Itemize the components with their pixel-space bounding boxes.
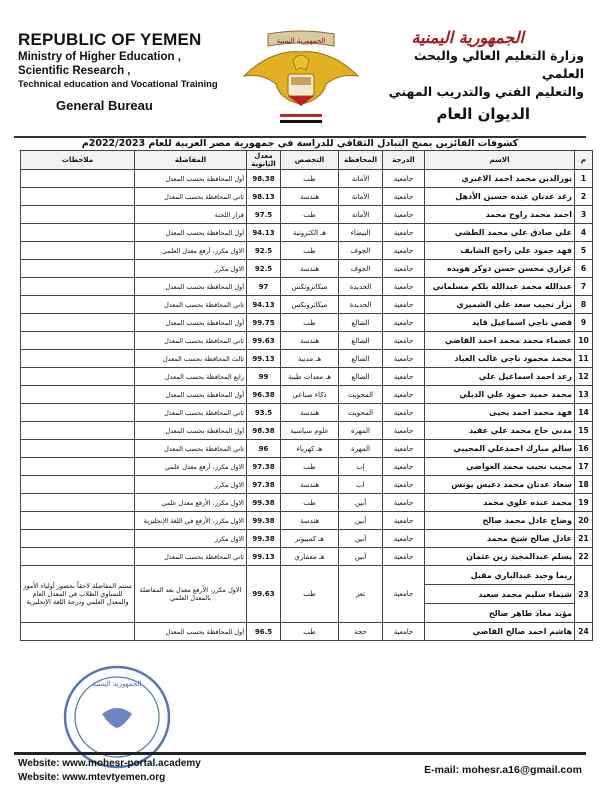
- cell-degree: جامعية: [383, 278, 425, 296]
- cell-governorate: الجوف: [339, 242, 383, 260]
- english-letterhead: [18, 30, 218, 113]
- cell-name: هاشم احمد صالح القاضي: [425, 623, 575, 641]
- table-row: [21, 422, 593, 440]
- cell-no: 24: [575, 623, 593, 641]
- cell-specialization: هـ مدنية: [281, 350, 339, 368]
- cell-governorate: أبين: [339, 512, 383, 530]
- cell-notes: [21, 512, 135, 530]
- cell-notes: [21, 224, 135, 242]
- yemen-eagle-emblem-icon: [238, 30, 364, 130]
- cell-name: فهد حمود علي راجح الشايف: [425, 242, 575, 260]
- ministry-line2-ar: والتعليم الفني والتدريب المهني: [388, 84, 584, 99]
- cell-name: محمد محمود ناجي غالب العباد: [425, 350, 575, 368]
- cell-preference: ثاني المحافظة بحسب المعدل: [135, 440, 247, 458]
- cell-name: محمد حميد حمود علي الدبلي: [425, 386, 575, 404]
- cell-degree: جامعية: [383, 476, 425, 494]
- cell-specialization: هـ معدات طبية: [281, 368, 339, 386]
- cell-preference: الاول مكرر، الأرفع معدل بعد المفاضلة بالمعدل العلمي: [135, 566, 247, 623]
- cell-specialization: ميكاترونكس: [281, 278, 339, 296]
- cell-degree: جامعية: [383, 350, 425, 368]
- cell-gpa: 99.13: [247, 350, 281, 368]
- table-row: [21, 332, 593, 350]
- cell-notes: [21, 458, 135, 476]
- cell-degree: جامعية: [383, 494, 425, 512]
- cell-degree: جامعية: [383, 224, 425, 242]
- cell-no: 15: [575, 422, 593, 440]
- table-header-row: [21, 151, 593, 170]
- cell-gpa: 96: [247, 440, 281, 458]
- winners-table: [20, 150, 593, 641]
- cell-degree: جامعية: [383, 260, 425, 278]
- footer-divider: [14, 752, 586, 755]
- cell-specialization: هندسة: [281, 188, 339, 206]
- cell-no: 6: [575, 260, 593, 278]
- cell-degree: جامعية: [383, 314, 425, 332]
- cell-gpa: 99: [247, 368, 281, 386]
- cell-preference: الاول مكرر: [135, 476, 247, 494]
- cell-governorate: المهرة: [339, 440, 383, 458]
- cell-governorate: الضالع: [339, 350, 383, 368]
- cell-no: 4: [575, 224, 593, 242]
- cell-governorate: أبين: [339, 494, 383, 512]
- cell-degree: جامعية: [383, 368, 425, 386]
- table-row: [21, 494, 593, 512]
- cell-preference: ثالث المحافظة بحسب المعدل: [135, 350, 247, 368]
- cell-governorate: إب: [339, 458, 383, 476]
- cell-degree: جامعية: [383, 170, 425, 188]
- cell-no: 12: [575, 368, 593, 386]
- cell-governorate: المحويت: [339, 386, 383, 404]
- cell-governorate: المحويت: [339, 404, 383, 422]
- col-header-gpa: معدل الثانوية: [247, 151, 281, 170]
- cell-degree: جامعية: [383, 386, 425, 404]
- cell-notes: [21, 404, 135, 422]
- cell-no: 11: [575, 350, 593, 368]
- cell-specialization: طب: [281, 458, 339, 476]
- cell-degree: جامعية: [383, 566, 425, 623]
- cell-name: احمد محمد راوح محمد: [425, 206, 575, 224]
- bureau-name-ar: الديوان العام: [436, 105, 530, 123]
- cell-name: رغد عدنان عبده حسين الأدهل: [425, 188, 575, 206]
- cell-gpa: 99.13: [247, 548, 281, 566]
- cell-governorate: أبين: [339, 530, 383, 548]
- cell-preference: ثاني المحافظة بحسب المعدل: [135, 548, 247, 566]
- cell-specialization: هـ كهرباء: [281, 440, 339, 458]
- cell-degree: جامعية: [383, 440, 425, 458]
- col-header-preference: المفاضلة: [135, 151, 247, 170]
- table-row: [21, 458, 593, 476]
- cell-no: 18: [575, 476, 593, 494]
- cell-specialization: هندسة: [281, 404, 339, 422]
- table-row: [21, 386, 593, 404]
- col-header-no: م: [575, 151, 593, 170]
- cell-gpa: 98.38: [247, 422, 281, 440]
- stamp-text: الجمهورية اليمنية: [92, 680, 142, 688]
- cell-specialization: طب: [281, 494, 339, 512]
- cell-preference: رابع المحافظة بحسب المعدل: [135, 368, 247, 386]
- cell-notes: [21, 476, 135, 494]
- cell-notes: [21, 260, 135, 278]
- table-row: [21, 548, 593, 566]
- cell-gpa: 97.38: [247, 458, 281, 476]
- cell-gpa: 99.38: [247, 494, 281, 512]
- cell-preference: أول المحافظة بحسب المعدل: [135, 170, 247, 188]
- col-header-name: الاسم: [425, 151, 575, 170]
- cell-governorate: حجة: [339, 623, 383, 641]
- website-link-2[interactable]: Website: www.mtevtyemen.org: [18, 772, 166, 783]
- cell-governorate: الأمانة: [339, 188, 383, 206]
- cell-preference: الاول مكرر: [135, 260, 247, 278]
- cell-preference: ثاني المحافظة بحسب المعدل: [135, 296, 247, 314]
- cell-degree: جامعية: [383, 404, 425, 422]
- cell-name: علي صادق علي محمد الطشي: [425, 224, 575, 242]
- cell-degree: جامعية: [383, 422, 425, 440]
- cell-gpa: 98.38: [247, 170, 281, 188]
- cell-notes: [21, 422, 135, 440]
- cell-notes: [21, 386, 135, 404]
- cell-preference: ثاني المحافظة بحسب المعدل: [135, 332, 247, 350]
- table-row: [21, 170, 593, 188]
- cell-notes: [21, 623, 135, 641]
- cell-name: مدني حاج محمد علي عقيد: [425, 422, 575, 440]
- cell-gpa: 93.5: [247, 404, 281, 422]
- table-row: [21, 440, 593, 458]
- cell-specialization: طب: [281, 170, 339, 188]
- cell-degree: جامعية: [383, 242, 425, 260]
- table-row: [21, 260, 593, 278]
- cell-gpa: 92.5: [247, 260, 281, 278]
- table-row: [21, 188, 593, 206]
- ministry-line2-en: Scientific Research ,: [18, 65, 131, 77]
- table-row: [21, 368, 593, 386]
- cell-specialization: طب: [281, 566, 339, 623]
- cell-preference: قرار اللجنة: [135, 206, 247, 224]
- cell-name: عادل صالح شيخ محمد: [425, 530, 575, 548]
- cell-governorate: أبين: [339, 548, 383, 566]
- cell-gpa: 97.5: [247, 206, 281, 224]
- cell-gpa: 97.38: [247, 476, 281, 494]
- col-header-specialization: التخصص: [281, 151, 339, 170]
- cell-governorate: الضالع: [339, 314, 383, 332]
- cell-gpa: 92.5: [247, 242, 281, 260]
- cell-no: 17: [575, 458, 593, 476]
- cell-no: 5: [575, 242, 593, 260]
- cell-no: 1: [575, 170, 593, 188]
- cell-governorate: الضالع: [339, 368, 383, 386]
- cell-gpa: 94.13: [247, 296, 281, 314]
- cell-governorate: تعز: [339, 566, 383, 623]
- letterhead: [0, 0, 600, 135]
- cell-no: 16: [575, 440, 593, 458]
- cell-name: نورالدين محمد احمد الاغبري: [425, 170, 575, 188]
- cell-governorate: الحديدة: [339, 296, 383, 314]
- cell-no: 7: [575, 278, 593, 296]
- cell-name: مؤيد معاذ طاهر صالح: [425, 604, 575, 623]
- country-name-en: REPUBLIC OF YEMEN: [18, 30, 202, 49]
- cell-governorate: الضالع: [339, 332, 383, 350]
- cell-degree: جامعية: [383, 548, 425, 566]
- cell-name: ريما وحيد عبدالباري مقبل: [425, 566, 575, 585]
- cell-notes: [21, 350, 135, 368]
- cell-preference: ثاني المحافظة بحسب المعدل: [135, 404, 247, 422]
- table-row: [21, 476, 593, 494]
- cell-no: 14: [575, 404, 593, 422]
- cell-preference: ثاني المحافظة بحسب المعدل: [135, 188, 247, 206]
- cell-specialization: طب: [281, 242, 339, 260]
- cell-governorate: البيضاء: [339, 224, 383, 242]
- cell-degree: جامعية: [383, 188, 425, 206]
- cell-specialization: طب: [281, 314, 339, 332]
- emblem-motto: الجمهورية اليمنية: [276, 37, 326, 45]
- cell-gpa: 99.75: [247, 314, 281, 332]
- cell-notes: [21, 188, 135, 206]
- cell-no: 3: [575, 206, 593, 224]
- cell-governorate: الأمانة: [339, 170, 383, 188]
- cell-specialization: ذكاء صناعي: [281, 386, 339, 404]
- cell-no: 2: [575, 188, 593, 206]
- cell-degree: جامعية: [383, 206, 425, 224]
- table-row: [21, 296, 593, 314]
- cell-gpa: 99.38: [247, 530, 281, 548]
- cell-gpa: 96.5: [247, 623, 281, 641]
- cell-degree: جامعية: [383, 458, 425, 476]
- cell-specialization: علوم سياسية: [281, 422, 339, 440]
- table-row: [21, 314, 593, 332]
- cell-preference: الاول مكرر، الأرفع في اللغة الإنجليزية: [135, 512, 247, 530]
- cell-degree: جامعية: [383, 623, 425, 641]
- table-row-group-23: [21, 566, 593, 585]
- cell-notes: [21, 170, 135, 188]
- ministry-line1-en: Ministry of Higher Education ,: [18, 51, 181, 63]
- cell-specialization: هندسة: [281, 332, 339, 350]
- document-title: كشوفات الفائزين بمنح التبادل الثقافي للدراسة في جمهورية مصر العربية للعام 2022/2023م: [81, 138, 519, 149]
- table-row: [21, 530, 593, 548]
- cell-governorate: الجوف: [339, 260, 383, 278]
- cell-notes: [21, 494, 135, 512]
- cell-notes: [21, 548, 135, 566]
- cell-name: يسلم عبدالمجيد زين عثمان: [425, 548, 575, 566]
- cell-gpa: 98.13: [247, 188, 281, 206]
- cell-specialization: هندسة: [281, 476, 339, 494]
- cell-no: 21: [575, 530, 593, 548]
- cell-notes: [21, 440, 135, 458]
- cell-notes: [21, 296, 135, 314]
- cell-name: نزار نجيب سعد علي الشميري: [425, 296, 575, 314]
- cell-no: 10: [575, 332, 593, 350]
- cell-notes: [21, 332, 135, 350]
- cell-specialization: هـ معماري: [281, 548, 339, 566]
- cell-name: قصي ناجي اسماعيل قايد: [425, 314, 575, 332]
- col-header-degree: الدرجة: [383, 151, 425, 170]
- cell-preference: أول المحافظة بحسب المعدل: [135, 386, 247, 404]
- col-header-governorate: المحافظة: [339, 151, 383, 170]
- cell-gpa: 99.63: [247, 332, 281, 350]
- cell-preference: أول المحافظة بحسب المعدل: [135, 422, 247, 440]
- cell-name: محمد عبده علوي محمد: [425, 494, 575, 512]
- website-link-1[interactable]: Website: www.mohesr-portal.academy: [18, 758, 201, 769]
- cell-name: مجيب نجيب محمد العواضي: [425, 458, 575, 476]
- cell-name: سعاد عدنان محمد دعيس يونس: [425, 476, 575, 494]
- cell-governorate: الحديدة: [339, 278, 383, 296]
- table-row: [21, 350, 593, 368]
- cell-degree: جامعية: [383, 530, 425, 548]
- cell-gpa: 94.13: [247, 224, 281, 242]
- ministry-line3-en: Technical education and Vocational Training: [18, 79, 218, 90]
- cell-no: 9: [575, 314, 593, 332]
- bureau-name-en: General Bureau: [56, 98, 153, 113]
- cell-notes: [21, 206, 135, 224]
- cell-name: عصماء محمد محمد احمد القاضي: [425, 332, 575, 350]
- table-row: [21, 512, 593, 530]
- cell-name: عبدالله محمد عبدالله بلكم مسلماني: [425, 278, 575, 296]
- cell-notes: [21, 314, 135, 332]
- cell-preference: أول المحافظة بحسب المعدل: [135, 224, 247, 242]
- cell-notes: [21, 278, 135, 296]
- cell-degree: جامعية: [383, 332, 425, 350]
- cell-gpa: 96.38: [247, 386, 281, 404]
- email-link[interactable]: E-mail: mohesr.a16@gmail.com: [424, 764, 582, 776]
- footer: [0, 752, 600, 800]
- cell-name: غزاري محسن حسن دوكر هويده: [425, 260, 575, 278]
- table-row: [21, 404, 593, 422]
- table-row: [21, 224, 593, 242]
- cell-name: رعد احمد اسماعيل علي: [425, 368, 575, 386]
- table-row: [21, 242, 593, 260]
- cell-preference: الاول مكرر، أرفع معدل علمي: [135, 458, 247, 476]
- cell-specialization: طب: [281, 623, 339, 641]
- table-row: [21, 623, 593, 641]
- cell-governorate: المهرة: [339, 422, 383, 440]
- cell-specialization: طب: [281, 206, 339, 224]
- cell-name: شيماء سليم محمد سعيد: [425, 585, 575, 604]
- cell-degree: جامعية: [383, 512, 425, 530]
- cell-name: فهد محمد احمد يحيى: [425, 404, 575, 422]
- cell-no: 20: [575, 512, 593, 530]
- cell-preference: أول المحافظة بحسب المعدل: [135, 278, 247, 296]
- country-name-ar: الجمهورية اليمنية: [411, 28, 524, 47]
- cell-no: 23: [575, 566, 593, 623]
- cell-preference: الاول مكرر، أرفع معدل العلمي: [135, 242, 247, 260]
- table-row: [21, 278, 593, 296]
- cell-preference: الاول مكرر، الأرفع معدل علمي: [135, 494, 247, 512]
- cell-governorate: اب: [339, 476, 383, 494]
- cell-gpa: 99.38: [247, 512, 281, 530]
- cell-governorate: الأمانة: [339, 206, 383, 224]
- cell-specialization: هندسة: [281, 512, 339, 530]
- ministry-line1-ar: وزارة التعليم العالي والبحث العلمي: [413, 48, 584, 81]
- table-row: [21, 206, 593, 224]
- cell-specialization: هـ كمبيوتر: [281, 530, 339, 548]
- cell-no: 19: [575, 494, 593, 512]
- cell-no: 13: [575, 386, 593, 404]
- col-header-notes: ملاحظات: [21, 151, 135, 170]
- cell-specialization: هـ الكترونية: [281, 224, 339, 242]
- cell-specialization: ميكاترونكس: [281, 296, 339, 314]
- cell-preference: أول المحافظة بحسب المعدل: [135, 623, 247, 641]
- cell-preference: الاول مكرر: [135, 530, 247, 548]
- cell-preference: أول المحافظة بحسب المعدل: [135, 314, 247, 332]
- cell-no: 8: [575, 296, 593, 314]
- cell-no: 22: [575, 548, 593, 566]
- cell-notes: [21, 530, 135, 548]
- cell-name: سالم مبارك احمدعلي المجيبي: [425, 440, 575, 458]
- arabic-letterhead: [369, 28, 584, 123]
- cell-specialization: هندسة: [281, 260, 339, 278]
- cell-gpa: 99.63: [247, 566, 281, 623]
- cell-notes: [21, 242, 135, 260]
- cell-notes: ستتم المفاضلة لاحقاً بحضور أولياء الأمور للتساوي الطلاب في المعدل العام والمعدل العلمي ودرجة اللغة الإنجليزية: [21, 566, 135, 623]
- cell-degree: جامعية: [383, 296, 425, 314]
- cell-name: وضاح عادل محمد صالح: [425, 512, 575, 530]
- cell-gpa: 97: [247, 278, 281, 296]
- cell-notes: [21, 368, 135, 386]
